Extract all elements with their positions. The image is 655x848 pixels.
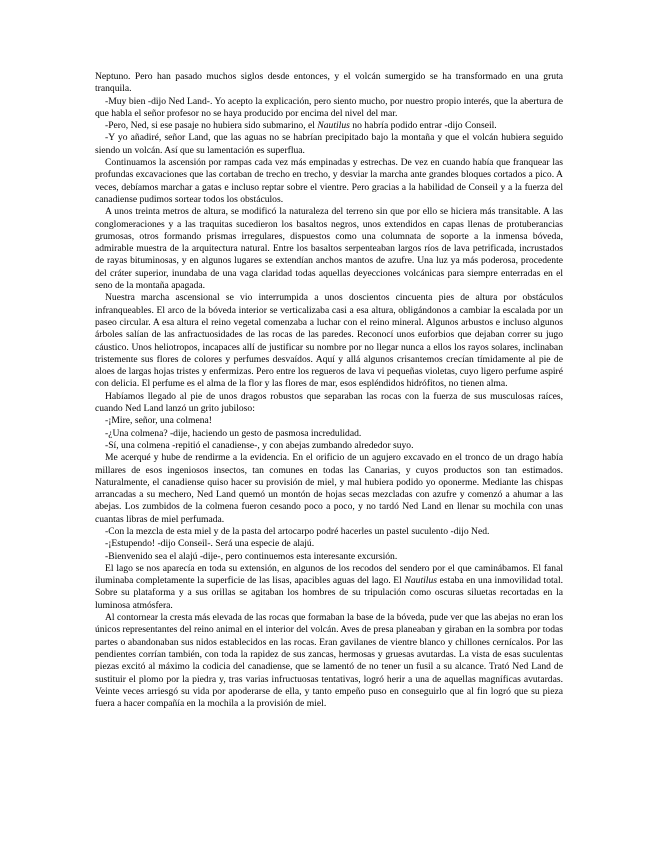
paragraph <box>95 96 563 121</box>
paragraph <box>95 526 563 538</box>
text-run: -¿Una colmena? -dije, haciendo un gesto de pasmosa incredulidad. <box>105 427 362 439</box>
text-run: El lago se nos aparecía en toda su extensión, en algunos de los recodos del sendero por el que caminábamos. El fanal iluminaba completamente la superficie de las lisas, apacibles aguas del lago. El <box>95 562 563 587</box>
paragraph <box>95 563 563 612</box>
text-run: A unos treinta metros de altura, se modificó la naturaleza del terreno sin que por ello se hiciera más transitable. A las conglomeraciones y a las traquitas sucedieron los basaltos negros, unos extendidos en capas llenas de protuberancias grumosas, otros formando prismas irregulares, dispuestos como una columnata de soporte a la inmensa bóveda, admirable muestra de la arquitectura natural. Entre los basaltos serpenteaban largos ríos de lava petrificada, incrustados de rayas bituminosas, y en algunos lugares se extendían anchos mantos de azufre. Una luz ya más poderosa, procedente del cráter superior, inundaba de una vaga claridad todas aquellas deyecciones volcánicas para siempre enterradas en el seno de la montaña apagada. <box>95 206 563 292</box>
paragraph <box>95 452 563 526</box>
paragraph <box>95 538 563 550</box>
paragraph <box>95 206 563 292</box>
paragraph <box>95 415 563 427</box>
text-run: -Muy bien -dijo Ned Land-. Yo acepto la explicación, pero siento mucho, por nuestro propio interés, que la abertura de que habla el señor profesor no se haya producido por encima del nivel del mar. <box>95 95 563 119</box>
paragraph <box>95 391 563 416</box>
text-run: Nuestra marcha ascensional se vio interrumpida a unos doscientos cincuenta pies de altura por obstáculos infranqueables. El arco de la bóveda interior se verticalizaba casi a esa altura, obligándonos a cambiar la escalada por un paseo circular. A esa altura el reino vegetal comenzaba a luchar con el reino mineral. Algunos arbustos e incluso algunos árboles salían de las anfractuosidades de las rocas de las paredes. Reconocí unos euforbios que dejaban correr su jugo cáustico. Unos heliotropos, incapaces allí de justificar su nombre por no llegar nunca a ellos los rayos solares, inclinaban tristemente sus flores de colores y perfumes desvaídos. Aquí y allá algunos crisantemos crecían tímidamente al pie de aloes de largas hojas tristes y enfermizas. Pero entre los regueros de lava vi pequeñas violetas, cuyo ligero perfume aspiré con delicia. El perfume es el alma de la flor y las flores de mar, esos espléndidos hidrófitos, no tienen alma. <box>95 292 563 390</box>
text-run: -¡Estupendo! -dijo Conseil-. Será una especie de alajú. <box>105 538 315 550</box>
paragraph <box>95 71 563 96</box>
paragraph <box>95 132 563 157</box>
text-run: estaba en una inmovilidad total. Sobre su plataforma y a sus orillas se agitaban los hombres de su tripulación como oscuras siluetas recortadas en la luminosa atmósfera. <box>95 575 564 611</box>
text-run: Neptuno. Pero han pasado muchos siglos desde entonces, y el volcán sumergido se ha transformado en una gruta tranquila. <box>95 71 563 95</box>
text-run: Me acerqué y hube de rendirme a la evidencia. En el orificio de un agujero excavado en el tronco de un drago había millares de esos ingeniosos insectos, tan comunes en todas las Canarias, y cuyos productos son tan estimados. Naturalmente, el canadiense quiso hacer su provisión de miel, y mal hubiera podido yo oponerme. Mediante las chispas arrancadas a su mechero, Ned Land quemó un montón de hojas secas mezcladas con azufre y comenzó a ahumar a las abejas. Los zumbidos de la colmena fueron cesando poco a poco, y no tardó Ned Land en llenar su mochila con unas cuantas libras de miel perfumada. <box>95 452 563 525</box>
paragraph <box>95 120 563 132</box>
italic-text-run: Nautilus <box>317 120 350 132</box>
paragraph <box>95 612 563 710</box>
text-run: -Con la mezcla de esta miel y de la pasta del artocarpo podré hacerles un pastel suculento -dijo Ned. <box>105 525 490 537</box>
paragraph <box>95 551 563 563</box>
paragraph <box>95 157 563 206</box>
paragraph <box>95 428 563 440</box>
text-run: no habría podido entrar -dijo Conseil. <box>349 120 497 132</box>
text-block <box>95 71 563 710</box>
italic-text-run: Nautilus <box>404 575 438 587</box>
text-run: Habíamos llegado al pie de unos dragos robustos que separaban las rocas con la fuerza de sus musculosas raíces, cuando Ned Land lanzó un grito jubiloso: <box>95 390 563 415</box>
paragraph <box>95 440 563 452</box>
text-run: -Y yo añadiré, señor Land, que las aguas no se habrían precipitado bajo la montaña y que el volcán hubiera seguido siendo un volcán. Así que su lamentación es superflua. <box>95 132 563 156</box>
paragraph <box>95 292 563 390</box>
text-run: -Bienvenido sea el alajú -dije-, pero continuemos esta interesante excursión. <box>105 550 398 562</box>
text-run: -Sí, una colmena -repitió el canadiense-, y con abejas zumbando alrededor suyo. <box>105 439 414 451</box>
text-run: Al contornear la cresta más elevada de las rocas que formaban la base de la bóveda, pude ver que las abejas no eran los únicos representantes del reino animal en el interior del volcán. Aves de presa planeaban y giraban en la sombra por todas partes o abandonaban sus nidos establecidos en las rocas. Eran gavilanes de vientre blanco y chillones cernícalos. Por las pendientes corrían también, con toda la rapidez de sus zancas, hermosas y gruesas avutardas. La vista de esas suculentas piezas excitó al máximo la codicia del canadiense, que se lamentó de no tener un fusil a su alcance. Trató Ned Land de sustituir el plomo por la piedra y, tras varias infructuosas tentativas, logró herir a una de aquellas magníficas avutardas. Veinte veces arriesgó su vida por apoderarse de ella, y tanto empeño puso en conseguirlo que al fin logró que su pieza fuera a hacer compañía en la mochila a la provisión de miel. <box>95 612 563 710</box>
text-run: -Pero, Ned, si ese pasaje no hubiera sido submarino, el <box>105 120 318 132</box>
text-run: Continuamos la ascensión por rampas cada vez más empinadas y estrechas. De vez en cuando había que franquear las profundas excavaciones que las cortaban de trecho en trecho, y desviar la marcha ante grandes bloques cortados a pico. A veces, debíamos marchar a gatas e incluso reptar sobre el vientre. Pero gracias a la habilidad de Conseil y a la fuerza del canadiense pudimos sortear todos los obstáculos. <box>95 157 563 205</box>
text-run: -¡Mire, señor, una colmena! <box>105 415 212 427</box>
